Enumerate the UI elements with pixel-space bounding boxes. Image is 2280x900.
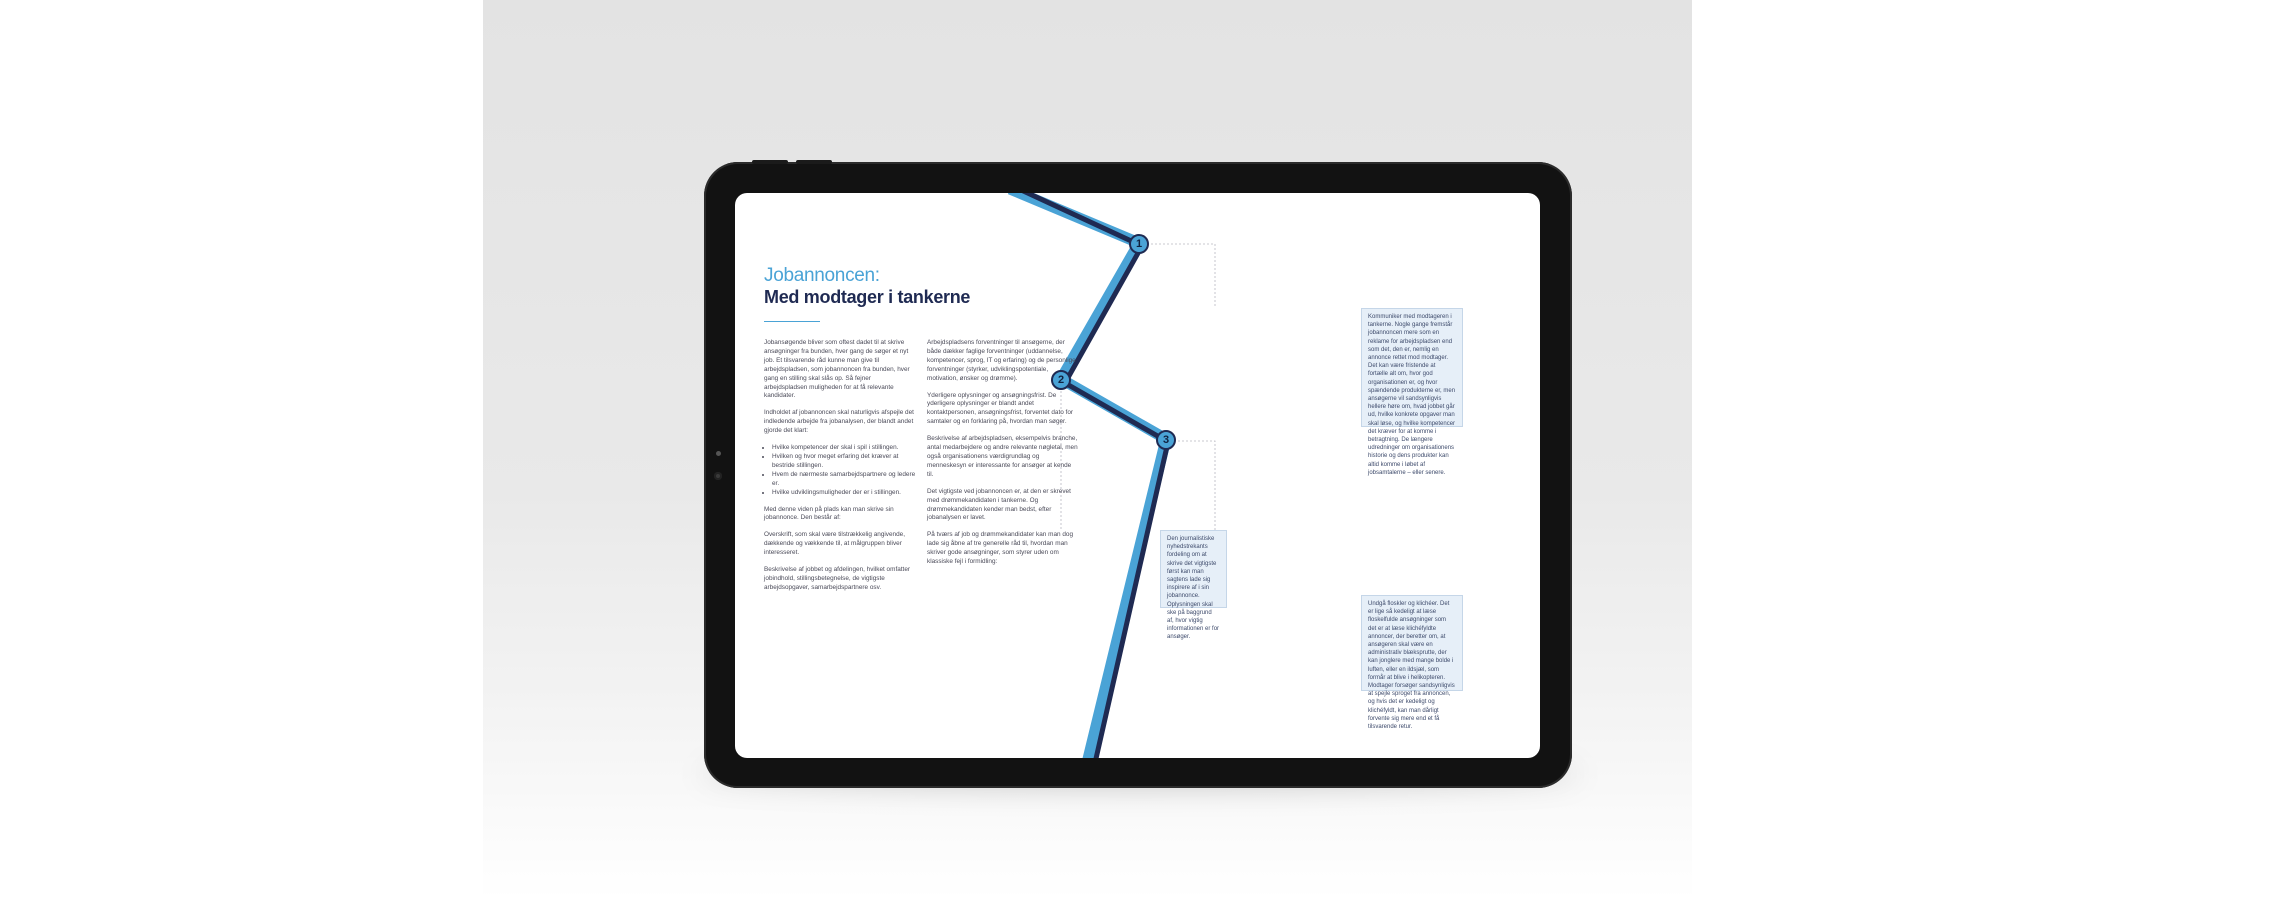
title-divider bbox=[764, 321, 820, 322]
article-title-bold: Med modtager i tankerne bbox=[764, 287, 971, 307]
paragraph: Beskrivelse af arbejdspladsen, eksempelvis branche, antal medarbejdere og andre relevante nøgletal, men også organisationens værdigrundlag og menneskesyn er interessante for ansøger at kende til. bbox=[927, 435, 1078, 478]
list-item: • Hvem de nærmeste samarbejdspartnere og ledere er. bbox=[772, 471, 916, 489]
info-box-3: Undgå floskler og klichéer. Det er lige så kedeligt at læse floskelfulde ansøgninger som det er at læse klichéfyldte annoncer, der beretter om, at ansøgeren skal være en administrativ blæksprutte, der kan jonglere med mange bolde i luften, eller en ildsjæl, som formår at blive i helikopteren. Modtager forsøger sandsynligvis at spejle sproget fra annoncen, og hvis det er kedeligt og klichéfyldt, kan man dårligt forvente sig mere end et få tilsvarende retur. bbox=[1361, 595, 1463, 691]
info-box-2: Den journalistiske nyhedstrekants fordeling om at skrive det vigtigste først kan man sagtens lade sig inspirere af i sin jobannonce. Oplysningen skal ske på baggrund af, hvor vigtig informationen er for ansøger. bbox=[1160, 530, 1227, 608]
step-marker-2: 2 bbox=[1051, 370, 1071, 390]
camera-icon bbox=[714, 472, 722, 480]
volume-button bbox=[752, 160, 788, 164]
paragraph: Overskrift, som skal være tilstrækkelig angivende, dækkende og vækkende til, at målgruppen bliver interesseret. bbox=[764, 531, 905, 557]
info-box-1: Kommuniker med modtageren i tankerne. Nogle gange fremstår jobannoncen mere som en reklame for arbejdspladsen end som det, den er, nemlig en annonce rettet mod modtager. Det kan være fristende at fortælle alt om, hvor god organisationen er, og hvor spændende produkterne er, men ansøgerne vil sandsynligvis hellere høre om, hvad jobbet går ud, hvilke konkrete opgaver man skal løse, og hvilke kompetencer det kræver for at komme i betragtning. De længere udredninger om organisationens historie og dens produkter kan altid komme i løbet af jobsamtalerne – eller senere. bbox=[1361, 308, 1463, 427]
connector-1 bbox=[1151, 244, 1215, 308]
step-marker-1: 1 bbox=[1129, 234, 1149, 254]
article-column-1 bbox=[764, 339, 916, 601]
paragraph: Indholdet af jobannoncen skal naturligvis afspejle det indledende arbejde fra jobanalysen, der blandt andet gjorde det klart: bbox=[764, 409, 914, 435]
paragraph: Med denne viden på plads kan man skrive sin jobannonce. Den består af: bbox=[764, 505, 894, 522]
step-marker-3: 3 bbox=[1156, 430, 1176, 450]
paragraph: Beskrivelse af jobbet og afdelingen, hvilket omfatter jobindhold, stillingsbetegnelse, de vigtigste arbejdsopgaver, samarbejdspartnere osv. bbox=[764, 566, 911, 591]
list-item: • Hvilke udviklingsmuligheder der er i stillingen. bbox=[772, 489, 916, 498]
paragraph: Det vigtigste ved jobannoncen er, at den er skrevet med drømmekandidaten i tankerne. Og drømmekandidaten kender man bedst, efter jobanalysen er lavet. bbox=[927, 487, 1071, 522]
sensor-dot bbox=[716, 451, 721, 456]
power-button bbox=[796, 160, 832, 164]
list-item: • Hvilken og hvor meget erfaring det kræver at bestride stillingen. bbox=[772, 453, 916, 471]
corner-mark bbox=[1692, 0, 1694, 46]
article-title-light: Jobannoncen: bbox=[764, 265, 880, 286]
paragraph: På tværs af job og drømmekandidater kan man dog lade sig åbne af tre generelle råd til, hvordan man skriver gode ansøgninger, som styrer uden om klassiske fejl i formidling: bbox=[927, 531, 1073, 566]
paragraph: Jobansøgende bliver som oftest dadet til at skrive ansøgninger fra bunden, hver gang de søger et nyt job. Et tilsvarende råd kunne man give til arbejdspladsen, som jobannoncen fra bunden, hver gang en stilling skal slås op. Så fejner arbejdspladsen muligheden for at få relevante kandidater. bbox=[764, 339, 910, 400]
bullet-list bbox=[764, 444, 916, 497]
paragraph: Arbejdspladsens forventninger til ansøgerne, der både dækker faglige forventninger (uddannelse, kompetencer, sprog, IT og erfaring) og de personlige forventninger (styrker, udviklingspotentiale, motivation, ønsker og drømme). bbox=[927, 339, 1076, 382]
tablet-screen bbox=[735, 193, 1540, 758]
list-item: • Hvilke kompetencer der skal i spil i stillingen. bbox=[772, 444, 916, 453]
paragraph: Yderligere oplysninger og ansøgningsfrist. De yderligere oplysninger er blandt andet kontaktpersonen, ansøgningsfrist, forventet dato for samtaler og en forklaring på, hvordan man søger. bbox=[927, 391, 1074, 426]
